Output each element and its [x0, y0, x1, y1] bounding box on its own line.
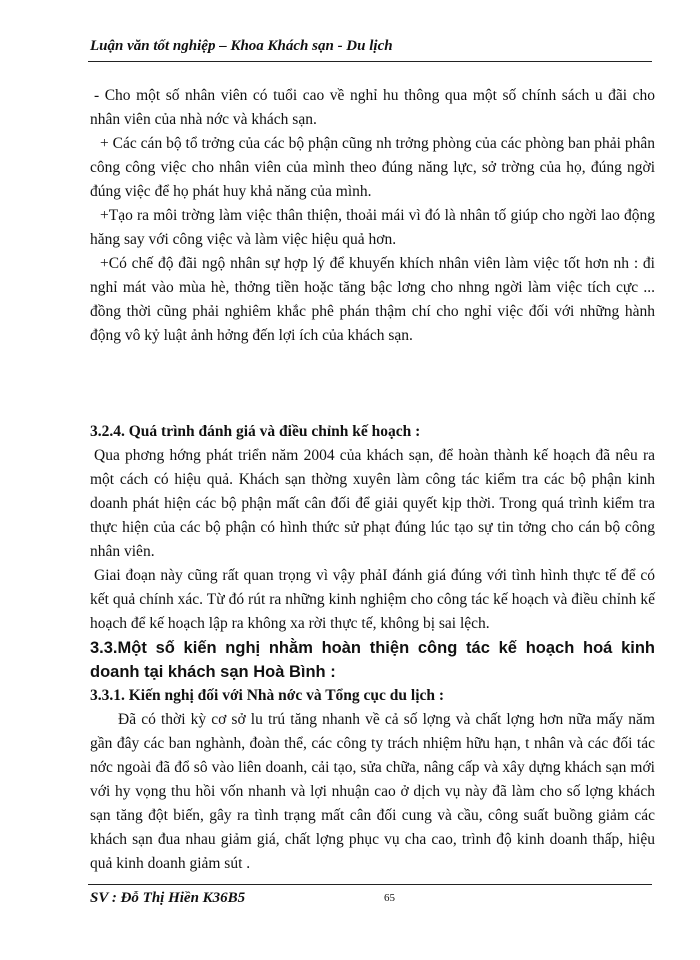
- heading-3-3: 3.3.Một số kiến nghị nhằm hoàn thiện công tác kế hoạch hoá kinh doanh tại khách sạn Hoà Bình :: [90, 639, 655, 681]
- heading-3-2-4: 3.2.4. Quá trình đánh giá và điều chỉnh kế hoạch :: [90, 423, 421, 440]
- footer-divider: [88, 884, 652, 885]
- section-gap: [90, 348, 655, 420]
- document-body: [90, 84, 655, 876]
- paragraph-5: Qua phơng hớng phát triển năm 2004 của khách sạn, để hoàn thành kế hoạch đã nêu ra một cách có hiệu quả. Khách sạn thờng xuyên làm công tác kiểm tra các bộ phận kinh doanh phát hiện các bộ phận mất cân đối để giải quyết kịp thời. Trong quá trình kiểm tra thực hiện của các bộ phận có hình thức sử phạt đúng lúc tạo sự tin tởng cho cán bộ công nhân viên.: [90, 447, 655, 560]
- heading-3-3-1: 3.3.1. Kiến nghị đối với Nhà nớc và Tổng cục du lịch :: [90, 687, 445, 704]
- footer-author: SV : Đỗ Thị Hiền K36B5: [90, 890, 246, 906]
- paragraph-3: +Tạo ra môi trờng làm việc thân thiện, thoải mái vì đó là nhân tố giúp cho ngời lao động hăng say với công việc và làm việc hiệu quả hơn.: [90, 207, 655, 248]
- header-divider: [88, 61, 652, 62]
- paragraph-2: + Các cán bộ tổ trởng của các bộ phận cũng nh trởng phòng của các phòng ban phải phân công công việc cho nhân viên của mình theo đúng năng lực, sở trờng của họ, đúng ngời đúng việc để họ phát huy khả năng của mình.: [90, 135, 655, 200]
- page-header: Luận văn tốt nghiệp – Khoa Khách sạn - Du lịch: [90, 38, 393, 54]
- page-number: 65: [384, 892, 395, 904]
- paragraph-4: +Có chế độ đãi ngộ nhân sự hợp lý để khuyến khích nhân viên làm việc tốt hơn nh : đi nghỉ mát vào mùa hè, thởng tiền hoặc tăng bậc lơng cho nhng ngời làm việc tích cực ... đồng thời cũng phải nghiêm khắc phê phán thậm chí cho nghỉ việc đối với những hành động vô kỷ luật ảnh hởng đến lợi ích của khách sạn.: [90, 255, 655, 344]
- paragraph-1: - Cho một số nhân viên có tuổi cao về nghỉ hu thông qua một số chính sách u đãi cho nhân viên của nhà nớc và khách sạn.: [90, 87, 655, 128]
- paragraph-7: Đã có thời kỳ cơ sở lu trú tăng nhanh về cả số lợng và chất lợng hơn nữa mấy năm gần đây các ban nghành, đoàn thể, các công ty trách nhiệm hữu hạn, t nhân và các đối tác nớc ngoài đã đổ sô vào liên doanh, cải tạo, sửa chữa, nâng cấp và xây dựng khách sạn mới với hy vọng thu hồi vốn nhanh và lợi nhuận cao ở dịch vụ này đã làm cho số lợng khách sạn tăng đột biến, gây ra tình trạng mất cân đối cung và cầu, công suất buồng giảm các khách sạn đua nhau giảm giá, chất lợng phục vụ cha cao, trình độ kinh doanh thấp, hiệu quả kinh doanh giảm sút .: [90, 711, 655, 872]
- paragraph-6: Giai đoạn này cũng rất quan trọng vì vậy phảI đánh giá đúng với tình hình thực tế để có kết quả chính xác. Từ đó rút ra những kinh nghiệm cho công tác kế hoạch và điều chỉnh kế hoạch để kế hoạch lập ra không xa rời thực tế, không bị sai lệch.: [90, 567, 655, 632]
